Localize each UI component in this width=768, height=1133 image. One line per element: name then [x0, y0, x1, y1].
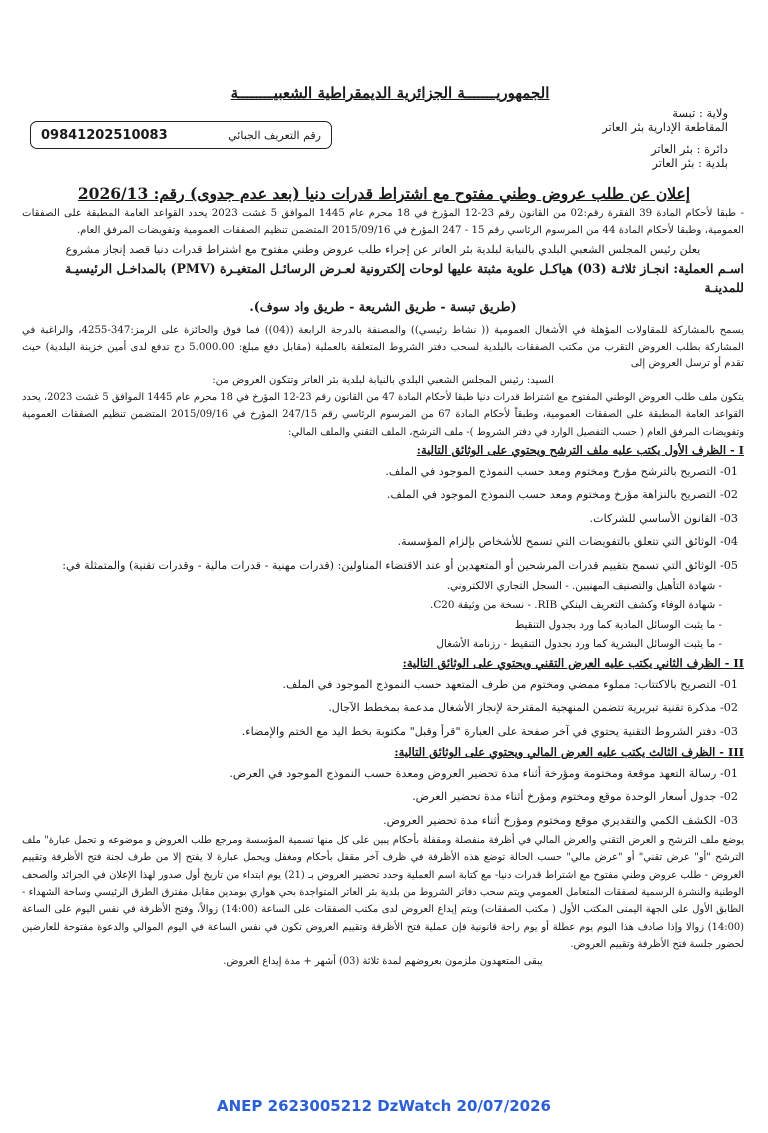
section-3-title: III - الظرف الثالث يكتب عليه العرض المالي ويحتوي على الوثائق التالية:: [394, 745, 744, 760]
sub-list-item: - ما يثبت الوسائل البشرية كما ورد بجدول التنقيط - رزنامة الأشغال: [436, 637, 722, 650]
eligibility-paragraph: يسمح بالمشاركة للمقاولات المؤهلة في الأشغال العمومية (( نشاط رئيسي)) والمصنفة بالدرجة الرابعة ((04)) فما فوق والحائزة على الرمز:347-4255، والراغبة في المشاركة بطلب العروض التقرب من مكتب الصفقات بالبلدية لسحب دفتر الشروط المتعلقة بالعملية (مقابل دفع مبلغ: 5.000.00 دج تدفع لدى أمين خزينة البلدية) حيث تقدم أو ترسل العروض إلى: [22, 324, 744, 370]
admin-header: [478, 108, 728, 172]
list-item: 04- الوثائق التي تتعلق بالتفويضات التي تسمح للأشخاص بإلزام المؤسسة.: [397, 535, 738, 549]
section-2-title: II - الظرف الثاني يكتب عليه العرض التقني ويحتوي على الوثائق التالية:: [402, 656, 744, 671]
list-item: 02- التصريح بالنزاهة مؤرخ ومختوم ومعد حسب النموذج الموجود في الملف.: [386, 488, 738, 502]
publication-reference: ANEP 2623005212 DzWatch 20/07/2026: [217, 1097, 551, 1115]
submission-instructions: يوضع ملف الترشح و العرض التقني والعرض المالي في أظرفة منفصلة ومقفلة بأحكام يبين على كل منها تسمية المؤسسة ومرجع طلب العروض و موضوعه و تحمل عبارة" ملف الترشح "أو" عرض تقني" أو "عرض مالي" حسب الحالة توضع هذه الأظرفة في ظرف آخر مقفل بأحكام ومغفل ويحمل عبارة لا يفتح إلا من طرف لجنة فتح الأظرفة وتقييم العروض - طلب عروض وطني مفتوح مع اشتراط قدرات دنيا- مع كتابة اسم العملية وحدد تحضير العروض بـ (21) يوم ابتداء من تاريخ أول صدور لهذا الإعلان في الجرائد والصحف الوطنية والنشرة الرسمية لصفقات المتعامل العمومي ويتم سحب دفاتر الشروط من بلدية بئر العاتر المتواجدة بحي هواري بومدين مقابل مفترق الطرق الرئيسي وساحة الشهداء - الطابق الأول على الجهة اليمنى المكتب الأول ( مكتب الصفقات) ويتم إيداع العروض لدى مكتب الصفقات على الساعة (14:00) زوالاً، وفتح الأظرفة في نفس اليوم على الساعة (14:00) زوالا وإذا صادف هذا اليوم يوم عطلة أو يوم راحة قانونية فإن عملية فتح الأظرفة وتقييم العروض تكون في نفس الساعة في اليوم الموالي والدعوة مفتوحة للعارضين لحضور جلسة فتح الأظرفة وتقييم العروض.: [22, 835, 744, 951]
section-1-title: I - الظرف الأول يكتب عليه ملف الترشح ويحتوي على الوثائق التالية:: [416, 443, 744, 458]
recipient-line: السيد: رئيس المجلس الشعبي البلدي بالنيابة لبلدية بئر العاتر وتتكون العروض من:: [212, 374, 554, 386]
list-item: 03- دفتر الشروط التقنية يحتوي في آخر صفحة على العبارة "قرأ وقبل" مكتوبة بخط اليد مع الختم والإمضاء.: [241, 724, 738, 738]
sub-list-item: - شهادة التأهيل والتصنيف المهنيين. - السجل التجاري الالكتروني.: [446, 580, 722, 593]
country-header: الجمهوريـــــــة الجزائرية الديمقراطية الشعبيــــــــة: [230, 84, 550, 102]
validity-line: يبقى المتعهدون ملزمون بعروضهم لمدة ثلاثة (03) أشهر + مدة إيداع العروض.: [223, 956, 543, 968]
legal-basis-paragraph: - طبقا لأحكام المادة 39 الفقرة رقم:02 من القانون رقم 23-12 المؤرخ في 18 محرم عام 1445 الموافق 5 غشت 2023 يحدد القواعد العامة المطبقة على الصفقات العمومية، وطبقا لأحكام المادة 44 من المرسوم الرئاسي رقم 15 - 247 المؤرخ في 2015/09/16 المتضمن تنظيم الصفقات العمومية وتفويضات المرفق العام.: [22, 208, 744, 236]
list-item: 02- مذكرة تقنية تبريرية تتضمن المنهجية المقترحة لإنجاز الأشغال مدعمة بمخطط الآجال.: [328, 701, 738, 715]
notice-title: إعلان عن طلب عروض وطني مفتوح مع اشتراط قدرات دنيا (بعد عدم جدوى) رقم: 2026/13: [77, 184, 691, 203]
notice-body: [22, 206, 744, 971]
list-item: 01- التصريح بالترشح مؤرخ ومختوم ومعد حسب النموذج الموجود في الملف.: [385, 464, 738, 478]
announcement-paragraph: يعلن رئيس المجلس الشعبي البلدي بالنيابة لبلدية بئر العاتر عن إجراء طلب عروض وطني مفتوح مع اشتراط قدرات دنيا قصد إنجاز مشروع: [65, 243, 701, 257]
daira-line: دائرة : بئر العاتر: [650, 142, 728, 156]
operation-name: اسـم العملية: انجـاز ثلاثـة (03) هياكـل علوية مثبتة عليها لوحات إلكترونية لعـرض الرسائـل المتغيـرة (PMV) بالمداخـل الرئيسيـة للمدينـة: [65, 261, 744, 296]
list-item: 05- الوثائق التي تسمح بتقييم قدرات المرشحين أو المتعهدين أو عند الاقتضاء المناولين: (قدرات مهنية - قدرات مالية - وقدرات تقنية) والمتمثلة في:: [62, 558, 738, 572]
tax-id-box: [30, 121, 332, 149]
operation-roads: (طريق تبسة - طريق الشريعة - طريق واد سوف).: [249, 299, 517, 315]
dossier-composition-paragraph: يتكون ملف طلب العروض الوطني المفتوح مع اشتراط قدرات دنيا طبقا لأحكام المادة 47 من القانون رقم 23-12 المؤرخ في 18 محرم عام 1445 الموافق 5 غشت 2023، يحدد القواعد العامة المطبقة على الصفقات العمومية، وطبقاً لأحكام المادة 67 من المرسوم الرئاسي رقم 247/15 المؤرخ في 2015/09/16 المتضمن تنظيم الصفقات العمومية وتفويضات المرفق العام ( حسب التفصيل الوارد في دفتر الشروط )- ملف الترشح، الملف التقني والملف المالي:: [22, 392, 744, 438]
list-item: 02- جدول أسعار الوحدة موقع ومختوم ومؤرخ أثناء مدة تحضير العرض.: [412, 790, 738, 804]
list-item: 01- رسالة التعهد موقعة ومختومة ومؤرخة أثناء مدة تحضير العروض ومعدة حسب النموذج الموجود في العرض.: [229, 766, 738, 780]
list-item: 03- الكشف الكمي والتقديري موقع ومختوم ومؤرخ أثناء مدة تحضير العروض.: [383, 813, 738, 827]
tax-id-label: رقم التعريف الجبائي: [228, 128, 321, 142]
commune-line: بلدية : بئر العاتر: [652, 156, 728, 170]
sub-list-item: - ما يثبت الوسائل المادية كما ورد بجدول التنقيط: [514, 618, 722, 631]
district-line: المقاطعة الإدارية بئر العاتر: [602, 120, 728, 134]
list-item: 01- التصريح بالاكتتاب: مملوء ممضي ومختوم من طرف المتعهد حسب النموذج الموجود في الملف.: [282, 677, 738, 691]
sub-list-item: - شهادة الوفاء وكشف التعريف البنكي RIB. - نسخة من وثيقة C20.: [430, 599, 722, 612]
list-item: 03- القانون الأساسي للشركات.: [589, 511, 738, 525]
tax-id-value: 09841202510083: [41, 127, 168, 143]
wilaya-line: ولاية : تبسة: [672, 106, 728, 120]
